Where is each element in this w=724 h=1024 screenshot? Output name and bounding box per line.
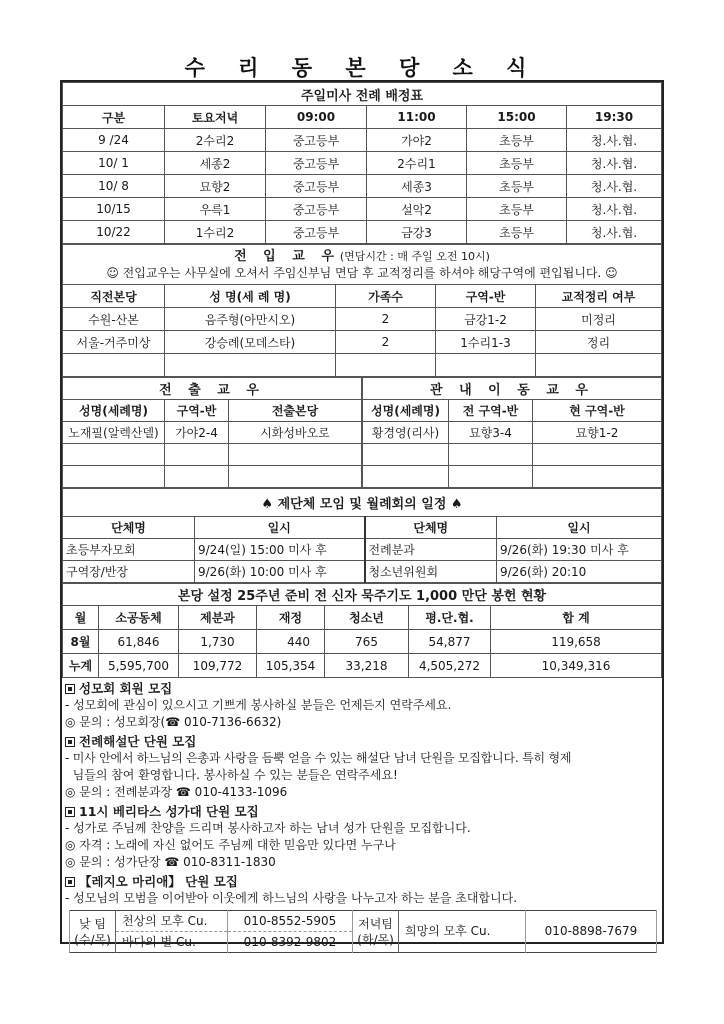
notice-item <box>65 680 660 731</box>
notice-heading-text: 성모회 회원 모집 <box>79 681 173 696</box>
cell: 세종2 <box>165 152 266 175</box>
cell <box>165 354 336 377</box>
header-cell: 소공동체 <box>99 606 179 630</box>
cell: 초등부 <box>467 221 567 244</box>
notice-heading <box>65 680 660 697</box>
transfers-out-title: 전 출 교 우 <box>63 378 362 400</box>
cell <box>165 444 229 466</box>
newcomers-title: 전 입 교 우 <box>234 248 340 264</box>
bulletin-frame <box>60 80 664 949</box>
date-cell: 10/15 <box>63 198 165 221</box>
header-cell: 현 구역-반 <box>533 400 662 422</box>
cell: 가야2 <box>367 129 467 152</box>
table-row <box>63 198 662 221</box>
cell: 시화성바오로 <box>229 422 362 444</box>
cell: 1수리1-3 <box>436 331 536 354</box>
notice-item <box>65 733 660 801</box>
phone-number: 010-8392-9802 <box>228 932 353 953</box>
mass-schedule-table <box>62 82 662 244</box>
header-cell: 토요저녁 <box>165 106 266 129</box>
notice-heading <box>65 733 660 750</box>
rosary-donation-table <box>62 583 662 678</box>
header-cell: 단체명 <box>365 517 497 539</box>
date-cell: 10/ 8 <box>63 175 165 198</box>
table-header-row <box>63 400 362 422</box>
value-cell: 33,218 <box>325 654 409 678</box>
header-cell: 성명(세례명) <box>63 400 165 422</box>
table-row <box>363 466 662 488</box>
newcomers-header <box>63 245 662 285</box>
cell: 황경영(리사) <box>363 422 449 444</box>
team-name: 낮 팀 <box>79 916 106 931</box>
cell: 2 <box>336 331 436 354</box>
header-cell: 평.단.협. <box>409 606 491 630</box>
cell: 청.사.협. <box>567 221 662 244</box>
cell: 청.사.협. <box>567 175 662 198</box>
datetime-cell: 9/24(일) 15:00 미사 후 <box>195 539 365 561</box>
square-bullet-icon <box>65 877 75 887</box>
day-team-label <box>70 911 116 953</box>
table-row <box>63 129 662 152</box>
table-row <box>63 422 362 444</box>
value-cell: 105,354 <box>257 654 325 678</box>
cell: 노재필(알렉산델) <box>63 422 165 444</box>
presidium-name: 희망의 모후 Cu. <box>399 911 526 953</box>
notice-item <box>65 873 660 907</box>
team-name: 저녁팀 <box>358 916 393 931</box>
table-row <box>63 561 662 583</box>
cell: 초등부 <box>467 152 567 175</box>
cell: 초등부 <box>467 175 567 198</box>
cell <box>533 466 662 488</box>
cell <box>63 466 165 488</box>
group-meetings-title: ♠ 제단체 모임 및 월례회의 일정 ♠ <box>63 489 662 517</box>
header-cell: 구역-반 <box>165 400 229 422</box>
cell <box>63 354 165 377</box>
cell <box>449 444 533 466</box>
header-cell: 구역-반 <box>436 285 536 308</box>
cell: 초등부 <box>467 198 567 221</box>
value-cell: 10,349,316 <box>491 654 662 678</box>
table-row <box>63 354 662 377</box>
team-days: (화/목) <box>357 932 394 947</box>
header-cell: 성 명(세 례 명) <box>165 285 336 308</box>
cell <box>165 466 229 488</box>
cell: 금강3 <box>367 221 467 244</box>
header-cell: 단체명 <box>63 517 195 539</box>
cell <box>229 466 362 488</box>
value-cell: 61,846 <box>99 630 179 654</box>
cell: 중고등부 <box>266 129 367 152</box>
table-row <box>363 422 662 444</box>
date-cell: 9 /24 <box>63 129 165 152</box>
cell: 음주형(아만시오) <box>165 308 336 331</box>
datetime-cell: 9/26(화) 10:00 미사 후 <box>195 561 365 583</box>
newcomers-notice: ☺ 전입교우는 사무실에 오셔서 주임신부님 면담 후 교적정리를 하셔야 해당구역에 편입됩니다. ☺ <box>106 265 618 280</box>
cell: 2수리2 <box>165 129 266 152</box>
datetime-cell: 9/26(화) 19:30 미사 후 <box>497 539 662 561</box>
table-row <box>63 654 662 678</box>
cell: 우륵1 <box>165 198 266 221</box>
notice-line: - 성모회에 관심이 있으시고 기쁘게 봉사하실 분들은 언제든지 연락주세요. <box>65 698 452 712</box>
value-cell: 765 <box>325 630 409 654</box>
cell <box>229 444 362 466</box>
value-cell: 1,730 <box>179 630 257 654</box>
header-cell: 15:00 <box>467 106 567 129</box>
presidium-name: 바다의 별 Cu. <box>116 932 228 953</box>
notice-line: - 성가로 주님께 찬양을 드리며 봉사하고자 하는 남녀 성가 단원을 모집합니다. <box>65 821 471 835</box>
notice-heading-text: 11시 베리타스 성가대 단원 모집 <box>79 804 259 819</box>
cell: 강승례(모데스타) <box>165 331 336 354</box>
month-cell: 8월 <box>63 630 99 654</box>
table-row <box>63 444 362 466</box>
cell: 가야2-4 <box>165 422 229 444</box>
notice-line: ◎ 문의 : 전례분과장 ☎ 010-4133-1096 <box>65 785 288 799</box>
header-cell: 일시 <box>497 517 662 539</box>
cell <box>363 444 449 466</box>
legio-contacts-table <box>69 910 657 953</box>
date-cell: 10/22 <box>63 221 165 244</box>
newcomers-subtitle: (면담시간 : 매 주일 오전 10시) <box>339 249 490 263</box>
table-row <box>63 152 662 175</box>
table-header-row <box>63 517 662 539</box>
header-cell: 청소년 <box>325 606 409 630</box>
group-name-cell: 구역장/반장 <box>63 561 195 583</box>
cell: 초등부 <box>467 129 567 152</box>
table-row <box>63 308 662 331</box>
internal-moves-title: 관 내 이 동 교 우 <box>363 378 662 400</box>
cell: 설악2 <box>367 198 467 221</box>
table-header-row <box>63 285 662 308</box>
header-cell: 교적정리 여부 <box>536 285 662 308</box>
transfers-section <box>62 377 662 488</box>
notice-heading <box>65 873 660 890</box>
cell: 묘향1-2 <box>533 422 662 444</box>
square-bullet-icon <box>65 684 75 694</box>
cell: 금강1-2 <box>436 308 536 331</box>
header-cell: 성명(세례명) <box>363 400 449 422</box>
table-row <box>70 911 657 932</box>
header-cell: 09:00 <box>266 106 367 129</box>
table-row <box>63 539 662 561</box>
table-header-row <box>363 400 662 422</box>
table-row <box>63 331 662 354</box>
group-name-cell: 청소년위원회 <box>365 561 497 583</box>
team-days: (수/목) <box>74 932 111 947</box>
phone-number: 010-8898-7679 <box>526 911 657 953</box>
table-row <box>63 466 362 488</box>
cell: 청.사.협. <box>567 152 662 175</box>
donation-title: 본당 설정 25주년 준비 전 신자 묵주기도 1,000 만단 봉헌 현황 <box>63 584 662 606</box>
evening-team-label <box>353 911 399 953</box>
cell: 중고등부 <box>266 175 367 198</box>
cell: 세종3 <box>367 175 467 198</box>
group-name-cell: 전례분과 <box>365 539 497 561</box>
header-cell: 직전본당 <box>63 285 165 308</box>
header-cell: 11:00 <box>367 106 467 129</box>
square-bullet-icon <box>65 807 75 817</box>
notice-line: - 성모님의 모범을 이어받아 이웃에게 하느님의 사랑을 나누고자 하는 분을 초대합니다. <box>65 891 518 905</box>
header-cell: 합 계 <box>491 606 662 630</box>
datetime-cell: 9/26(화) 20:10 <box>497 561 662 583</box>
cell <box>436 354 536 377</box>
notice-item <box>65 803 660 871</box>
date-cell: 10/ 1 <box>63 152 165 175</box>
cell: 중고등부 <box>266 152 367 175</box>
header-cell: 재정 <box>257 606 325 630</box>
table-header-row <box>63 106 662 129</box>
notice-heading-text: 【레지오 마리애】 단원 모집 <box>79 874 238 889</box>
table-row <box>63 175 662 198</box>
cell: 2 <box>336 308 436 331</box>
header-cell: 월 <box>63 606 99 630</box>
cell: 중고등부 <box>266 221 367 244</box>
cell: 정리 <box>536 331 662 354</box>
cell: 묘향3-4 <box>449 422 533 444</box>
header-cell: 전 구역-반 <box>449 400 533 422</box>
table-row <box>63 221 662 244</box>
internal-moves-table <box>362 377 662 488</box>
table-row <box>363 444 662 466</box>
cell: 묘향2 <box>165 175 266 198</box>
header-cell: 가족수 <box>336 285 436 308</box>
value-cell: 440 <box>257 630 325 654</box>
cell <box>336 354 436 377</box>
phone-number: 010-8552-5905 <box>228 911 353 932</box>
cell <box>533 444 662 466</box>
cell: 미정리 <box>536 308 662 331</box>
cell: 청.사.협. <box>567 198 662 221</box>
cell: 수원-산본 <box>63 308 165 331</box>
table-header-row <box>63 606 662 630</box>
presidium-name: 천상의 모후 Cu. <box>116 911 228 932</box>
month-cell: 누계 <box>63 654 99 678</box>
mass-schedule-caption: 주일미사 전례 배정표 <box>63 83 662 106</box>
value-cell: 54,877 <box>409 630 491 654</box>
page-title: 수 리 동 본 당 소 식 <box>184 56 540 80</box>
cell: 서울-거주미상 <box>63 331 165 354</box>
cell: 2수리1 <box>367 152 467 175</box>
cell <box>63 444 165 466</box>
table-row <box>63 630 662 654</box>
value-cell: 119,658 <box>491 630 662 654</box>
square-bullet-icon <box>65 737 75 747</box>
notice-line: ◎ 문의 : 성가단장 ☎ 010-8311-1830 <box>65 855 276 869</box>
header-cell: 구분 <box>63 106 165 129</box>
cell <box>449 466 533 488</box>
cell <box>536 354 662 377</box>
transfers-out-table <box>62 377 362 488</box>
cell: 청.사.협. <box>567 129 662 152</box>
notice-heading-text: 전례해설단 단원 모집 <box>79 734 197 749</box>
header-cell: 제분과 <box>179 606 257 630</box>
value-cell: 109,772 <box>179 654 257 678</box>
notice-line: ◎ 문의 : 성모회장(☎ 010-7136-6632) <box>65 715 282 729</box>
notice-line: - 미사 안에서 하느님의 은총과 사랑을 듬뿍 얻을 수 있는 해설단 남녀 단원을 모집합니다. 특히 형제 <box>65 751 572 765</box>
value-cell: 4,505,272 <box>409 654 491 678</box>
notice-line: ◎ 자격 : 노래에 자신 없어도 주님께 대한 믿음만 있다면 누구나 <box>65 838 396 852</box>
newcomers-table <box>62 244 662 377</box>
cell: 중고등부 <box>266 198 367 221</box>
notice-heading <box>65 803 660 820</box>
notice-line: 님들의 참여 환영합니다. 봉사하실 수 있는 분들은 연락주세요! <box>65 768 398 782</box>
group-meetings-table <box>62 488 662 583</box>
header-cell: 일시 <box>195 517 365 539</box>
header-cell: 19:30 <box>567 106 662 129</box>
value-cell: 5,595,700 <box>99 654 179 678</box>
cell <box>363 466 449 488</box>
cell: 1수리2 <box>165 221 266 244</box>
group-name-cell: 초등부자모회 <box>63 539 195 561</box>
notices-section <box>62 678 662 953</box>
header-cell: 전출본당 <box>229 400 362 422</box>
